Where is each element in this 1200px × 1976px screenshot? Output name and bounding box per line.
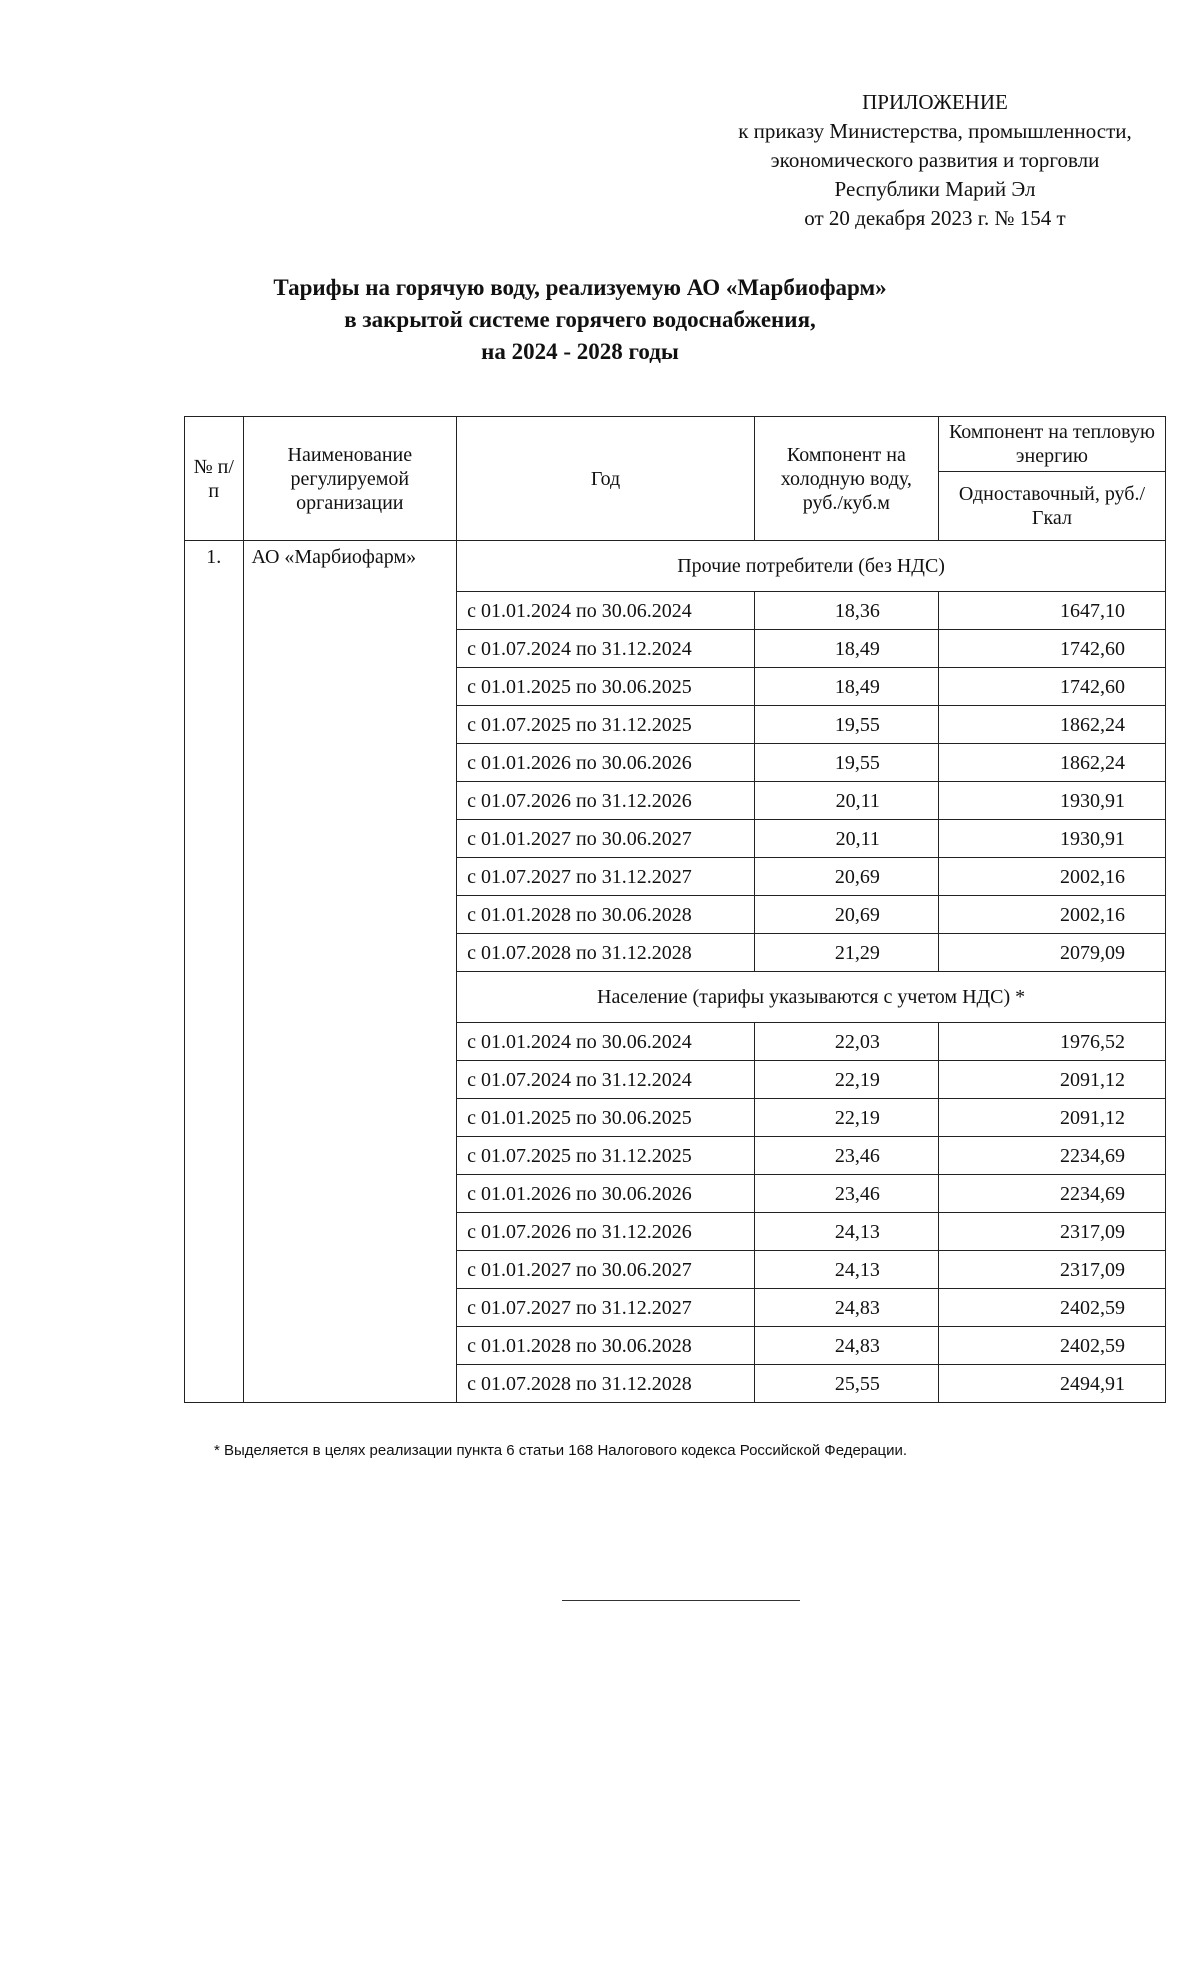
header-heat-sub: Одноставочный, руб./Гкал <box>938 472 1165 541</box>
heat-energy-value: 1930,91 <box>938 782 1165 820</box>
title-line: на 2024 - 2028 годы <box>481 339 679 364</box>
heat-energy-value: 1647,10 <box>938 592 1165 630</box>
heat-energy-value: 2317,09 <box>938 1251 1165 1289</box>
header-year: Год <box>457 417 755 541</box>
cold-water-value: 18,49 <box>754 630 938 668</box>
header-cold: Компонент на холодную воду, руб./куб.м <box>754 417 938 541</box>
period-cell: с 01.01.2027 по 30.06.2027 <box>457 1251 755 1289</box>
heat-energy-value: 2317,09 <box>938 1213 1165 1251</box>
heat-energy-value: 2091,12 <box>938 1061 1165 1099</box>
period-cell: с 01.07.2024 по 31.12.2024 <box>457 630 755 668</box>
cold-water-value: 18,36 <box>754 592 938 630</box>
appendix-line: Республики Марий Эл <box>834 177 1036 201</box>
period-cell: с 01.07.2027 по 31.12.2027 <box>457 1289 755 1327</box>
bottom-divider <box>562 1600 800 1601</box>
heat-energy-value: 2002,16 <box>938 896 1165 934</box>
heat-energy-value: 2402,59 <box>938 1327 1165 1365</box>
period-cell: с 01.01.2026 по 30.06.2026 <box>457 1175 755 1213</box>
cold-water-value: 20,11 <box>754 782 938 820</box>
cold-water-value: 23,46 <box>754 1175 938 1213</box>
period-cell: с 01.07.2028 по 31.12.2028 <box>457 1365 755 1403</box>
cold-water-value: 22,03 <box>754 1023 938 1061</box>
heat-energy-value: 1862,24 <box>938 744 1165 782</box>
period-cell: с 01.01.2024 по 30.06.2024 <box>457 592 755 630</box>
period-cell: с 01.01.2028 по 30.06.2028 <box>457 1327 755 1365</box>
period-cell: с 01.07.2025 по 31.12.2025 <box>457 706 755 744</box>
organization-name: АО «Марбиофарм» <box>243 541 457 1403</box>
title-line: в закрытой системе горячего водоснабжения, <box>344 307 816 332</box>
cold-water-value: 24,13 <box>754 1251 938 1289</box>
appendix-block <box>650 88 1200 233</box>
cold-water-value: 20,11 <box>754 820 938 858</box>
title-line: Тарифы на горячую воду, реализуемую АО «Марбиофарм» <box>273 275 887 300</box>
cold-water-value: 22,19 <box>754 1099 938 1137</box>
section-title: Прочие потребители (без НДС) <box>457 541 1166 592</box>
heat-energy-value: 2402,59 <box>938 1289 1165 1327</box>
section-row <box>185 541 1166 592</box>
period-cell: с 01.01.2027 по 30.06.2027 <box>457 820 755 858</box>
appendix-line: экономического развития и торговли <box>770 148 1100 172</box>
footnote: * Выделяется в целях реализации пункта 6 статьи 168 Налогового кодекса Российской Федерации. <box>214 1442 908 1459</box>
period-cell: с 01.07.2026 по 31.12.2026 <box>457 782 755 820</box>
period-cell: с 01.01.2028 по 30.06.2028 <box>457 896 755 934</box>
period-cell: с 01.07.2026 по 31.12.2026 <box>457 1213 755 1251</box>
period-cell: с 01.01.2025 по 30.06.2025 <box>457 668 755 706</box>
heat-energy-value: 1742,60 <box>938 668 1165 706</box>
heat-energy-value: 2494,91 <box>938 1365 1165 1403</box>
period-cell: с 01.01.2025 по 30.06.2025 <box>457 1099 755 1137</box>
row-number: 1. <box>185 541 244 1403</box>
heat-energy-value: 2234,69 <box>938 1175 1165 1213</box>
section-title: Население (тарифы указываются с учетом НДС) * <box>457 972 1166 1023</box>
heat-energy-value: 1976,52 <box>938 1023 1165 1061</box>
heat-energy-value: 2002,16 <box>938 858 1165 896</box>
tariff-table <box>184 416 1166 1403</box>
cold-water-value: 19,55 <box>754 706 938 744</box>
heat-energy-value: 1742,60 <box>938 630 1165 668</box>
header-heat: Компонент на тепловую энергию <box>938 417 1165 472</box>
period-cell: с 01.07.2025 по 31.12.2025 <box>457 1137 755 1175</box>
table-header-row <box>185 417 1166 472</box>
cold-water-value: 24,13 <box>754 1213 938 1251</box>
heat-energy-value: 2079,09 <box>938 934 1165 972</box>
heat-energy-value: 1862,24 <box>938 706 1165 744</box>
cold-water-value: 19,55 <box>754 744 938 782</box>
cold-water-value: 24,83 <box>754 1289 938 1327</box>
appendix-line: от 20 декабря 2023 г. № 154 т <box>804 206 1066 230</box>
period-cell: с 01.07.2024 по 31.12.2024 <box>457 1061 755 1099</box>
cold-water-value: 24,83 <box>754 1327 938 1365</box>
cold-water-value: 18,49 <box>754 668 938 706</box>
period-cell: с 01.07.2028 по 31.12.2028 <box>457 934 755 972</box>
document-title <box>180 272 980 368</box>
header-org: Наименование регулируемой организации <box>243 417 457 541</box>
heat-energy-value: 2091,12 <box>938 1099 1165 1137</box>
cold-water-value: 22,19 <box>754 1061 938 1099</box>
heat-energy-value: 2234,69 <box>938 1137 1165 1175</box>
heat-energy-value: 1930,91 <box>938 820 1165 858</box>
period-cell: с 01.07.2027 по 31.12.2027 <box>457 858 755 896</box>
cold-water-value: 25,55 <box>754 1365 938 1403</box>
cold-water-value: 20,69 <box>754 896 938 934</box>
cold-water-value: 21,29 <box>754 934 938 972</box>
appendix-line: ПРИЛОЖЕНИЕ <box>862 90 1008 114</box>
header-num: № п/п <box>185 417 244 541</box>
period-cell: с 01.01.2026 по 30.06.2026 <box>457 744 755 782</box>
appendix-line: к приказу Министерства, промышленности, <box>738 119 1132 143</box>
cold-water-value: 20,69 <box>754 858 938 896</box>
period-cell: с 01.01.2024 по 30.06.2024 <box>457 1023 755 1061</box>
cold-water-value: 23,46 <box>754 1137 938 1175</box>
